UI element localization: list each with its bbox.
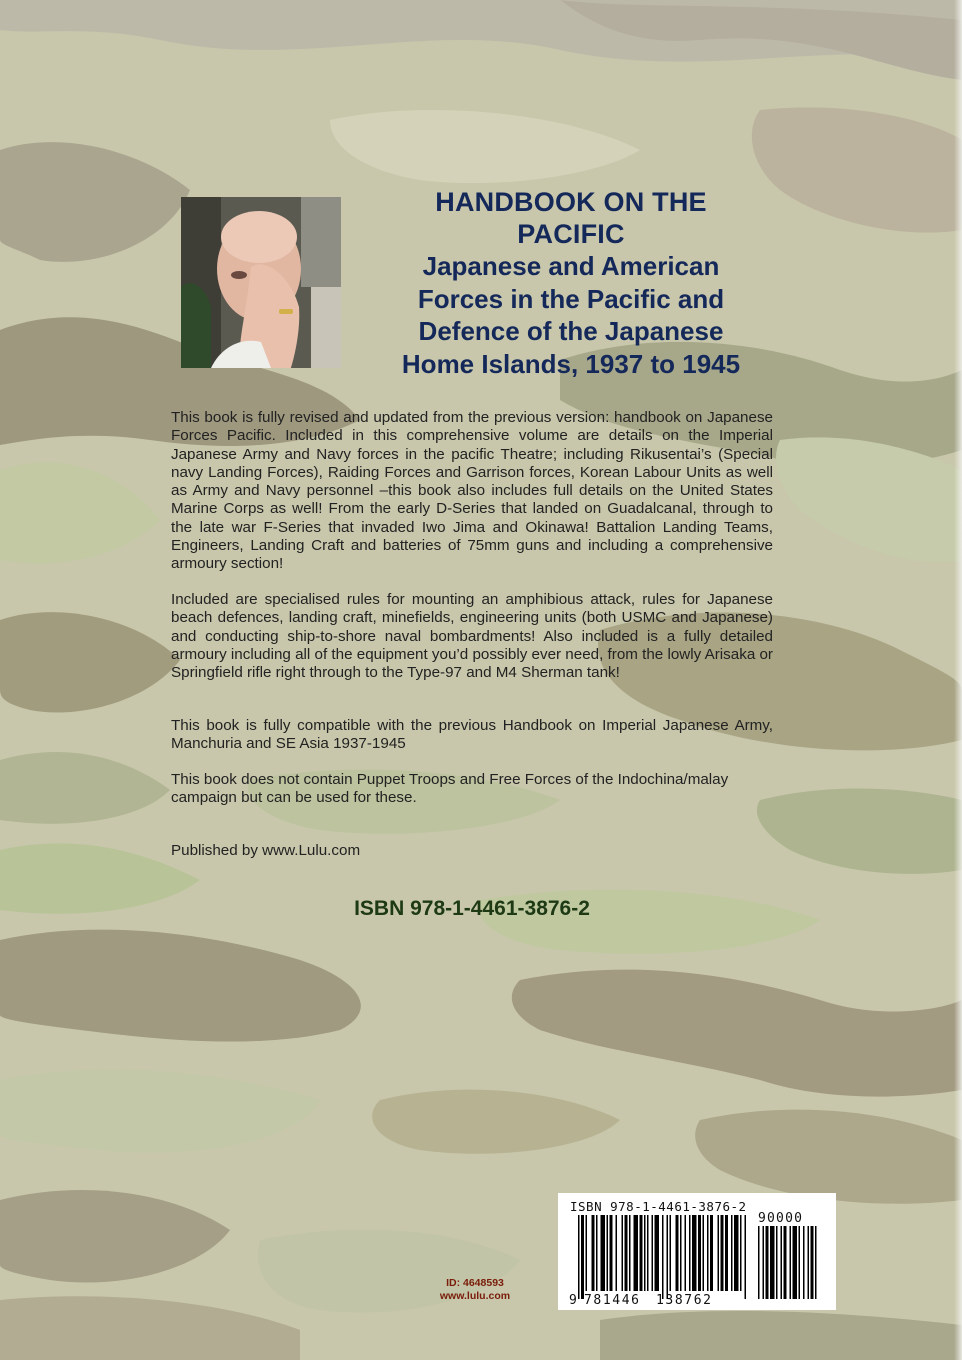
barcode-bar bbox=[667, 1215, 669, 1299]
barcode-addon-bar bbox=[766, 1226, 769, 1299]
barcode-bar bbox=[655, 1215, 660, 1291]
barcode-bar bbox=[703, 1215, 705, 1291]
barcode-addon-bar bbox=[770, 1226, 775, 1299]
barcode-bar bbox=[592, 1215, 595, 1291]
barcode-bar bbox=[629, 1215, 631, 1291]
barcode-bar bbox=[731, 1215, 733, 1291]
barcode-addon-bar bbox=[776, 1226, 778, 1299]
book-title-line: PACIFIC bbox=[517, 219, 625, 249]
title-block bbox=[364, 186, 778, 380]
barcode-bar bbox=[745, 1215, 747, 1299]
book-title-line: HANDBOOK ON THE bbox=[435, 187, 707, 217]
barcode-addon-bar bbox=[815, 1226, 817, 1299]
blurb-paragraph: This book is fully compatible with the previous Handbook on Imperial Japanese Army, Manchuria and SE Asia 1937-1945 bbox=[171, 717, 773, 753]
book-subtitle bbox=[364, 250, 778, 380]
book-subtitle-line: Japanese and American bbox=[422, 251, 720, 281]
barcode-addon-bar bbox=[811, 1226, 814, 1299]
barcode-bar bbox=[586, 1215, 588, 1291]
lulu-url: www.lulu.com bbox=[439, 1290, 511, 1302]
barcode-bar bbox=[652, 1215, 654, 1291]
barcode-bar bbox=[644, 1215, 646, 1291]
barcode bbox=[558, 1193, 836, 1310]
lulu-id-label bbox=[420, 1277, 530, 1303]
blurb-paragraph: This book is fully revised and updated from the previous version: handbook on Japanese Forces Pacific. Included in this comprehensive volume are details on the Imperial Japanese Army and Navy forces in the pacific Theatre; including Rikusentai’s (Special navy Landing Forces), Raiding Forces and Garrison forces, Korean Labour Units as well as Army and Navy personnel –this book also includes full details on the United States Marine Corps as well! From the early D-Series that landed on Guadalcanal, through to the late war F-Series that invaded Iwo Jima and Okinawa! Battalion Landing Teams, Engineers, Landing Craft and batteries of 75mm guns and including a comprehensive armoury section! bbox=[171, 409, 773, 573]
barcode-bar bbox=[740, 1215, 742, 1291]
barcode-bar bbox=[662, 1215, 664, 1299]
barcode-addon-bar bbox=[781, 1226, 783, 1299]
barcode-bar bbox=[622, 1215, 624, 1291]
barcode-bar bbox=[718, 1215, 720, 1291]
book-subtitle-line: Home Islands, 1937 to 1945 bbox=[401, 348, 741, 379]
barcode-bar bbox=[734, 1215, 739, 1291]
barcode-bar bbox=[710, 1215, 713, 1291]
barcode-digit-lead: 9 bbox=[569, 1293, 577, 1308]
barcode-bar bbox=[578, 1215, 580, 1299]
blurb-paragraph: Included are specialised rules for mounting an amphibious attack, rules for Japanese beach defences, landing craft, minefields, engineering units (both USMC and Japanese) and conducting ship-to-shore naval bombardments! Also included is a fully detailed armoury including all of the equipment you’d possibly ever need, from the lowly Arisaka or Springfield rifle right through to the Type-97 and M4 Sherman tank! bbox=[171, 591, 773, 682]
barcode-bar bbox=[725, 1215, 728, 1291]
isbn-text: ISBN 978-1-4461-3876-2 bbox=[354, 897, 590, 920]
barcode-bar bbox=[581, 1215, 584, 1299]
barcode-addon-bar bbox=[803, 1226, 805, 1299]
barcode-bar bbox=[707, 1215, 709, 1291]
barcode-bar bbox=[689, 1215, 691, 1291]
barcode-bar bbox=[610, 1215, 613, 1291]
barcode-bar bbox=[647, 1215, 649, 1291]
barcode-bar bbox=[601, 1215, 606, 1291]
barcode-bar bbox=[698, 1215, 701, 1291]
barcode-bar bbox=[625, 1215, 628, 1291]
book-subtitle-line: Forces in the Pacific and bbox=[417, 283, 725, 314]
barcode-bar bbox=[676, 1215, 679, 1291]
barcode-bar bbox=[640, 1215, 643, 1291]
blurb-paragraph: This book does not contain Puppet Troops and Free Forces of the Indochina/malay campaign but can be used for these. bbox=[171, 771, 729, 807]
barcode-digits-left: 781446 bbox=[584, 1293, 641, 1308]
barcode-bars bbox=[578, 1215, 746, 1299]
barcode-bar bbox=[680, 1215, 682, 1291]
barcode-isbn-text: ISBN 978-1-4461-3876-2 bbox=[570, 1199, 747, 1214]
publisher-line: Published by www.Lulu.com bbox=[171, 842, 361, 859]
barcode-bar bbox=[692, 1215, 697, 1291]
barcode-addon-bar bbox=[808, 1226, 810, 1299]
barcode-addon-bar bbox=[763, 1226, 765, 1299]
barcode-addon-bar bbox=[793, 1226, 798, 1299]
barcode-digits-right: 138762 bbox=[656, 1293, 713, 1308]
barcode-addon-bar bbox=[790, 1226, 792, 1299]
lulu-id: ID: 4648593 bbox=[446, 1277, 504, 1289]
barcode-bar bbox=[607, 1215, 609, 1291]
barcode-bar bbox=[721, 1215, 724, 1291]
barcode-bar bbox=[670, 1215, 672, 1291]
barcode-addon-bars bbox=[758, 1226, 817, 1299]
barcode-addon-digits: 90000 bbox=[758, 1211, 804, 1226]
book-subtitle-line: Defence of the Japanese bbox=[418, 316, 724, 346]
barcode-addon-bar bbox=[758, 1226, 760, 1299]
page-edge bbox=[954, 0, 962, 1360]
author-photo bbox=[181, 197, 341, 368]
barcode-bar bbox=[685, 1215, 687, 1291]
barcode-addon-bar bbox=[799, 1226, 801, 1299]
barcode-bar bbox=[616, 1215, 618, 1291]
book-title bbox=[364, 186, 778, 250]
barcode-bar bbox=[634, 1215, 639, 1291]
barcode-bar bbox=[596, 1215, 598, 1291]
barcode-addon-bar bbox=[784, 1226, 787, 1299]
